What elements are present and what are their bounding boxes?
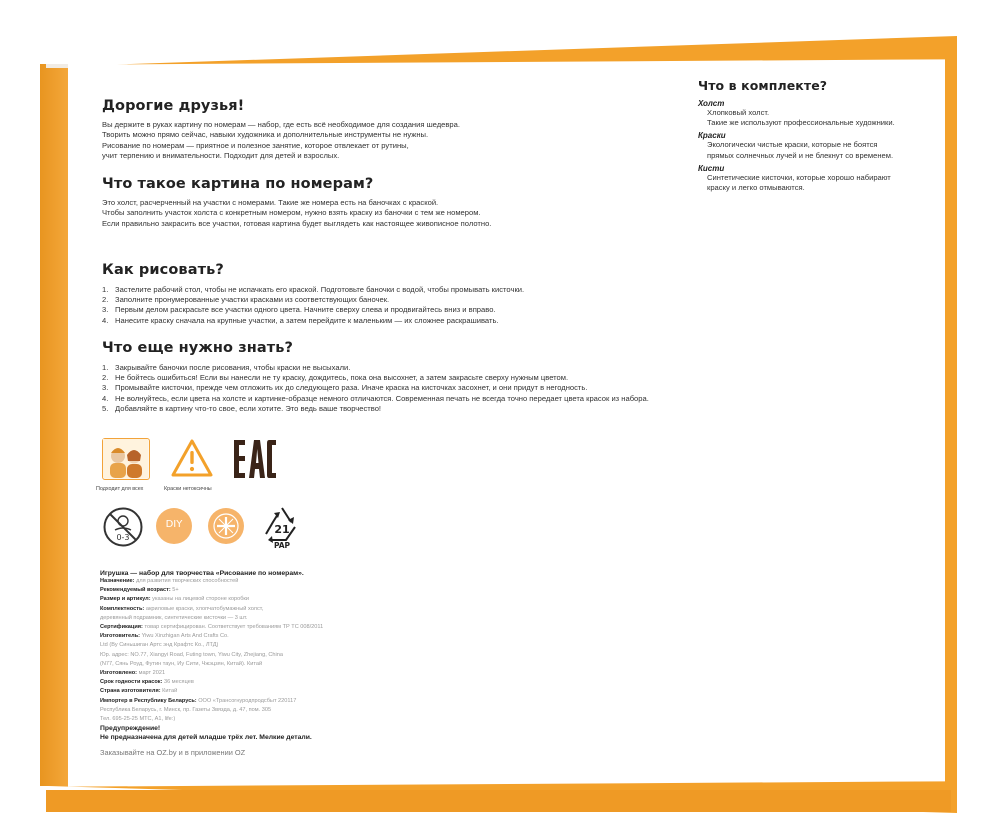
- pap-recycle-icon: [260, 504, 304, 555]
- info-row: Республика Беларусь, г. Минск, пр. Газеты Звязда, д. 47, пом. 305: [100, 706, 272, 713]
- pap-label: PAP: [273, 541, 291, 550]
- box-bottom-edge: [46, 790, 951, 812]
- text-line: Если правильно закрасить все участки, готовая картина будет выглядеть как настоящее живописное полотно.: [102, 218, 492, 228]
- info-row: (N77, Сянь Роуд, Футин таун, Иу Сити, Чжэцзян, Китай). Китай: [100, 660, 263, 667]
- section-title: Дорогие друзья!: [102, 98, 245, 114]
- steps-list: [102, 285, 562, 326]
- kit-text: прямых солнечных лучей и не блекнут со временем.: [707, 150, 894, 160]
- order-note: Заказывайте на OZ.by и в приложении OZ: [100, 748, 246, 757]
- kit-item-brushes: Кисти: [698, 163, 725, 173]
- kit-title: Что в комплекте?: [698, 78, 828, 93]
- tips-list: [102, 363, 722, 414]
- info-title: Игрушка — набор для творчества «Рисование по номерам».: [100, 570, 304, 577]
- text-line: Чтобы заполнить участок холста с конкретным номером, нужно взять краску из баночки с тем же номером.: [102, 208, 481, 218]
- warning-caption: Краски нетоксичны: [164, 486, 212, 492]
- section-what-else: [102, 340, 722, 414]
- text-line: Рисование по номерам — приятное и полезное занятие, которое отвлекает от рутины,: [102, 140, 409, 150]
- section-title: Что такое картина по номерам?: [102, 176, 374, 192]
- section-dear-friends: [102, 98, 522, 162]
- info-row: Изготовлено: март 2021: [100, 670, 166, 677]
- kit-item-canvas: Холст: [698, 99, 725, 108]
- list-item: 4. Нанесите краску сначала на крупные участки, а затем перейдите к маленьким — их сложнее раскрашивать.: [102, 315, 499, 325]
- list-item: 5. Добавляйте в картину что-то свое, если хотите. Это ведь ваше творчество!: [102, 403, 382, 413]
- product-info: [100, 570, 380, 742]
- info-row: Комплектность: акриловые краски, хлопчатобумажный холст,: [100, 605, 264, 612]
- pap-number: 21: [274, 523, 290, 536]
- text-line: Это холст, расчерченный на участки с номерами. Такие же номера есть на баночках с краской.: [102, 198, 439, 207]
- list-item: 3. Первым делом раскрасьте все участки одного цвета. Начните сверху слева и продвигайтесь вниз и вправо.: [102, 305, 496, 315]
- info-rows: [100, 577, 380, 724]
- list-item: 1. Закрывайте баночки после рисования, чтобы краски не высыхали.: [102, 363, 351, 372]
- section-how-to-paint: [102, 262, 562, 326]
- diy-label: DIY: [165, 519, 183, 530]
- list-item: 1. Застелите рабочий стол, чтобы не испачкать его краской. Подготовьте баночки с водой, чтобы промывать кисточки.: [102, 285, 525, 294]
- section-title: Как рисовать?: [102, 262, 224, 278]
- list-item: 3. Промывайте кисточки, прежде чем отложить их до следующего раза. Иначе краска на кисточках засохнет, и они придут в негодность.: [102, 383, 588, 393]
- section-text: [102, 198, 552, 229]
- warning-icon: [170, 438, 214, 483]
- certification-icons: [96, 434, 340, 554]
- text-line: учит терпению и внимательности. Подходит для детей и взрослых.: [102, 151, 340, 161]
- info-row: Страна изготовителя: Китай: [100, 688, 178, 695]
- info-row: Сертификация: товар сертифицирован. Соответствует требованиям ТР ТС 008/2011: [100, 624, 324, 631]
- box-back-content: [96, 78, 940, 774]
- kit-text: краску и легко отмываются.: [707, 183, 805, 193]
- age-restriction-icon: [102, 506, 144, 553]
- list-item: 2. Заполните пронумерованные участки красками из соответствующих баночек.: [102, 295, 390, 305]
- kit-text: Хлопковый холст.: [707, 108, 770, 117]
- info-row: Изготовитель: Yiwu Xinzhigan Arts And Crafts Co.: [100, 633, 229, 640]
- text-line: Творить можно прямо сейчас, навыки художника и дополнительные инструменты не нужны.: [102, 130, 429, 140]
- family-icon: [102, 438, 150, 480]
- text-line: Вы держите в руках картину по номерам — набор, где есть всё необходимое для создания шедевра.: [102, 120, 460, 129]
- section-title: Что еще нужно знать?: [102, 340, 294, 356]
- warning-text: Не предназначена для детей младше трёх лет. Мелкие детали.: [100, 734, 312, 742]
- section-text: [102, 120, 522, 162]
- kit-contents: [698, 78, 928, 193]
- info-row: деревянный подрамник, синтетические кисточки — 3 шт.: [100, 614, 248, 621]
- box-side-flap: [40, 64, 68, 786]
- age-label: 0-3: [116, 533, 130, 542]
- kit-item-paints: Краски: [698, 131, 726, 141]
- info-row: Размер и артикул: указаны на лицевой стороне коробки: [100, 596, 249, 603]
- info-row: Импортер в Республику Беларусь: ООО «Трансогнуродпродсбыт 220117: [100, 697, 297, 704]
- info-row: Рекомендуемый возраст: 5+: [100, 587, 179, 594]
- kit-text: Такие же используют профессиональные художники.: [707, 118, 895, 128]
- warning-title: Предупреждение!: [100, 725, 161, 733]
- family-caption: Подходит для всех: [96, 486, 144, 492]
- quality-seal-icon: [206, 506, 246, 551]
- kit-text: Экологически чистые краски, которые не боятся: [707, 140, 878, 150]
- kit-text: Синтетические кисточки, которые хорошо набирают: [707, 172, 891, 182]
- info-row: Назначение: для развития творческих способностей: [100, 578, 239, 584]
- info-row: Срок годности красок: 36 месяцев: [100, 679, 194, 686]
- info-row: Юр. адрес: NO.77, Xiangyi Road, Futing town, Yiwu City, Zhejiang, China: [100, 651, 283, 658]
- list-item: 2. Не бойтесь ошибиться! Если вы нанесли не ту краску, дождитесь, пока она высохнет, а затем закрасьте сверху нужным цветом.: [102, 373, 569, 383]
- section-what-is-it: [102, 176, 552, 229]
- list-item: 4. Не волнуйтесь, если цвета на холсте и картинке-образце немного отличаются. Современная печать не всегда точно передает цвета красок из набора.: [102, 393, 649, 403]
- eac-mark-icon: [232, 438, 278, 485]
- info-row: Ltd (Ву Синьшиган Артс энд Крафтс Ко., ЛТД): [100, 642, 219, 649]
- info-row: Тел. 695-25-25 МТС, А1, life:): [100, 716, 176, 723]
- diy-icon: [156, 508, 192, 544]
